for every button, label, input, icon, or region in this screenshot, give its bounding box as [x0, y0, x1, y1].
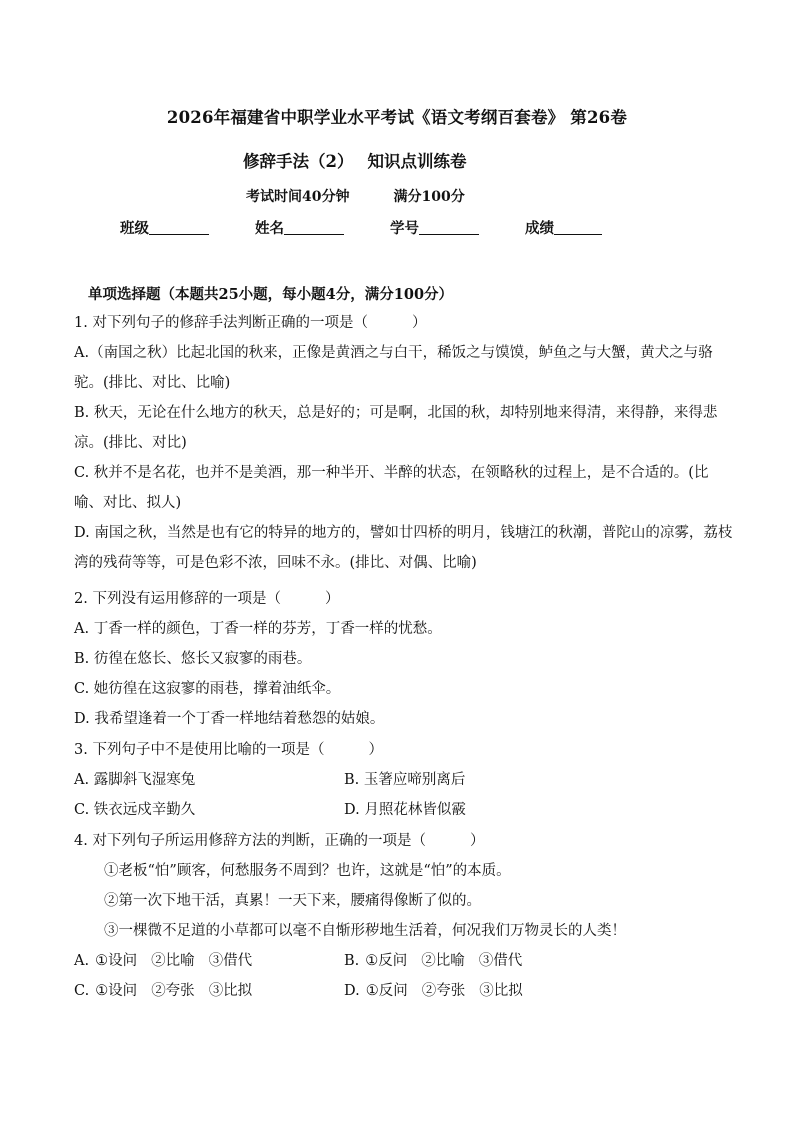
- option-a[interactable]: A. 丁香一样的颜色，丁香一样的芬芳，丁香一样的忧愁。: [74, 621, 442, 637]
- option-d[interactable]: D. 我希望逢着一个丁香一样地结着愁怨的姑娘。: [74, 711, 385, 727]
- option-b[interactable]: B. 彷徨在悠长、悠长又寂寥的雨巷。: [74, 651, 312, 667]
- question-2: [74, 584, 734, 734]
- sentence-3: ③一棵微不足道的小草都可以毫不自惭形秽地生活着，何况我们万物灵长的人类！: [104, 923, 626, 939]
- score-field[interactable]: 成绩: [525, 217, 602, 238]
- name-field[interactable]: 姓名: [255, 217, 344, 238]
- exam-subtitle: [243, 148, 466, 172]
- option-c[interactable]: C. 铁衣远戍辛勤久: [74, 802, 196, 818]
- option-d[interactable]: D. 月照花林皆似霰: [344, 802, 466, 818]
- subtitle-topic: 修辞手法（2）: [243, 152, 354, 171]
- class-field[interactable]: 班级: [120, 217, 209, 238]
- full-score: 满分100分: [393, 189, 465, 205]
- option-b[interactable]: B. 玉箸应啼别离后: [344, 772, 466, 788]
- subtitle-type: 知识点训练卷: [367, 152, 467, 171]
- exam-title: 2026年福建省中职学业水平考试《语文考纲百套卷》 第26卷: [166, 108, 628, 127]
- exam-time: 考试时间40分钟: [246, 189, 350, 205]
- question-1: [74, 308, 734, 578]
- sentence-1: ①老板“怕”顾客，何愁服务不周到？也许，这就是“怕”的本质。: [104, 863, 511, 879]
- student-fields: [120, 217, 602, 238]
- option-c[interactable]: C. 她彷徨在这寂寥的雨巷，撑着油纸伞。: [74, 681, 341, 697]
- option-a[interactable]: A. 露脚斜飞湿寒兔: [74, 772, 196, 788]
- student-id-field[interactable]: 学号: [390, 217, 479, 238]
- question-3: [74, 735, 734, 825]
- option-d[interactable]: D. 南国之秋，当然是也有它的特异的地方的，譬如廿四桥的明月，钱塘江的秋潮，普陀山的凉雾，荔枝湾的残荷等等，可是色彩不浓，回味不永。(排比、对偶、比喻): [74, 525, 733, 571]
- option-b[interactable]: B. 秋天，无论在什么地方的秋天，总是好的；可是啊，北国的秋，却特别地来得清，来得静，来得悲凉。(排比、对比): [74, 405, 718, 451]
- option-c[interactable]: C. ①设问 ②夸张 ③比拟: [74, 983, 253, 999]
- question-4: [74, 826, 734, 1006]
- option-d[interactable]: D. ①反问 ②夸张 ③比拟: [344, 983, 523, 999]
- question-stem: 1. 对下列句子的修辞手法判断正确的一项是（ ）: [74, 315, 427, 331]
- exam-info: [246, 186, 465, 206]
- question-stem: 4. 对下列句子所运用修辞方法的判断，正确的一项是（ ）: [74, 833, 485, 849]
- option-a[interactable]: A.（南国之秋）比起北国的秋来，正像是黄酒之与白干，稀饭之与馍馍，鲈鱼之与大蟹，黄犬之与骆驼。(排比、对比、比喻): [74, 345, 713, 391]
- option-b[interactable]: B. ①反问 ②比喻 ③借代: [344, 953, 523, 969]
- sentence-2: ②第一次下地干活，真累！一天下来，腰痛得像断了似的。: [104, 893, 481, 909]
- option-c[interactable]: C. 秋并不是名花，也并不是美酒，那一种半开、半醉的状态，在领略秋的过程上，是不合适的。(比喻、对比、拟人): [74, 465, 709, 511]
- question-stem: 3. 下列句子中不是使用比喻的一项是（ ）: [74, 742, 383, 758]
- section-title: 单项选择题（本题共25小题，每小题4分，满分100分）: [88, 286, 454, 303]
- option-a[interactable]: A. ①设问 ②比喻 ③借代: [74, 953, 253, 969]
- question-stem: 2. 下列没有运用修辞的一项是（ ）: [74, 591, 340, 607]
